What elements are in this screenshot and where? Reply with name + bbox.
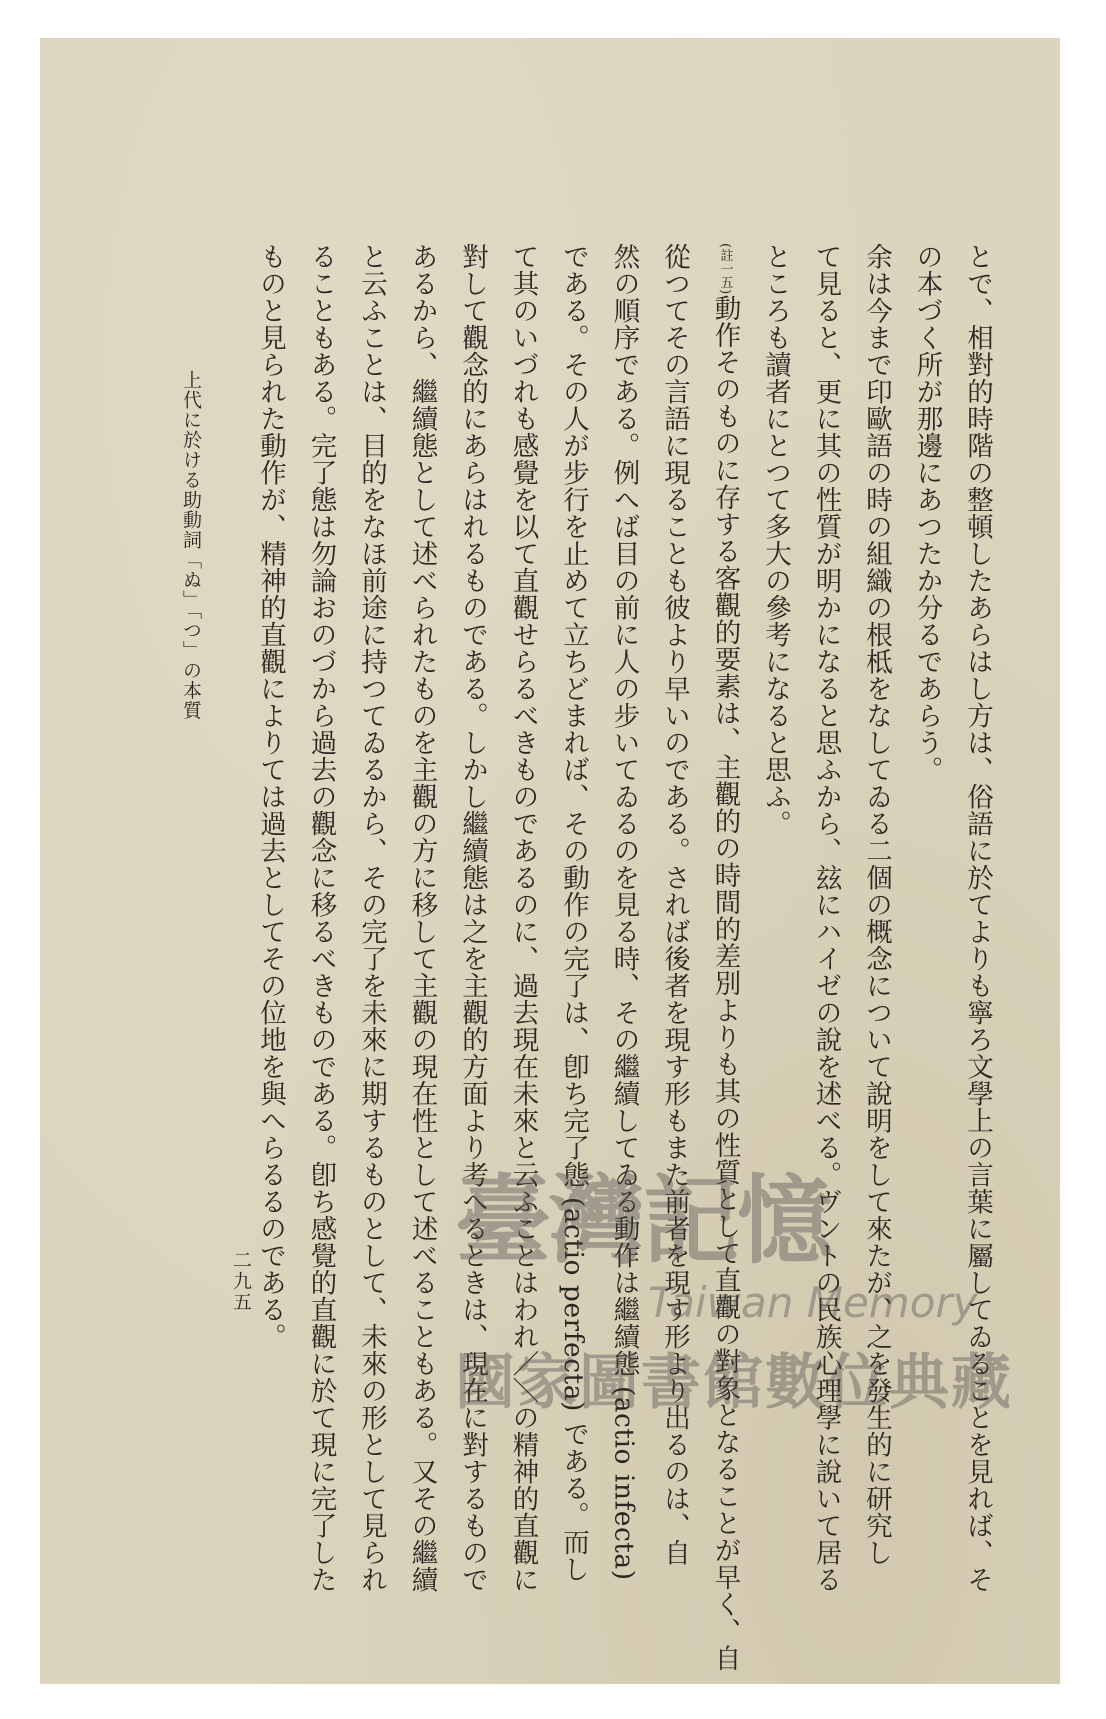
watermark-subtitle: Taiwan Memory	[648, 1278, 978, 1327]
text-column: ることもある。完了態は勿論おのづから過去の觀念に移るべきものである。卽ち感覺的直觀に於て現に完了した	[305, 243, 337, 1593]
text-column: て其のいづれも感覺を以て直觀せらるべきものであるのに、過去現在未來と云ふことはわれ／＼の精神的直觀に	[507, 243, 539, 1593]
text-column: ものと見られた動作が、精神的直觀によりては過去としてその位地を與へらるるのである。	[255, 243, 286, 1350]
text-column: て見ると、更に其の性質が明かになると思ふから、玆にハイゼの說を述べる。ヴントの民族心理學に說いて居る	[810, 243, 842, 1593]
note-mark: (註一五)	[717, 243, 733, 295]
text-column: 從つてその言語に現ることも彼より早いのである。されば後者を現す形もまた前者を現す形より出るのは、自	[659, 243, 690, 1566]
text-column: である。その人が步行を止めて立ちどまれば、その動作の完了は、卽ち完了態 (actio perfecta) である。而し	[558, 243, 589, 1583]
text-column: あるから、繼續態として述べられたものを主觀の方に移して主觀の現在性として述べることもある。又その繼續	[406, 243, 438, 1593]
text-column: ところも讀者にとつて多大の參考になると思ふ。	[760, 243, 791, 837]
text-column: とで、相對的時階の整頓したあらはし方は、俗語に於てよりも寧ろ文學上の言葉に屬してゐることを見れば、そ	[962, 243, 993, 1593]
running-head: 上代に於ける助動詞「ぬ」「つ」の本質	[180, 370, 202, 721]
text-column: の本づく所が那邊にあつたか分るであらう。	[911, 243, 943, 783]
scanned-page	[40, 38, 1060, 1684]
text-column: 余は今まで印歐語の時の組織の根柢をなしてゐる二個の概念について說明をして來たが、之を發生的に研究し	[861, 243, 892, 1566]
text-column: 然の順序である。例へば目の前に人の步いてゐるのを見る時、その繼續してゐる動作は繼續態 (actio infecta)	[608, 243, 640, 1581]
text-column: と云ふことは、目的をなほ前途に持つてゐるから、その完了を未來に期するものとして、未來の形として見られ	[356, 243, 387, 1593]
text-column-with-note	[699, 243, 750, 1672]
page-number: 二九五	[230, 1250, 252, 1313]
text-column: 對して觀念的にあらはれるものである。しかし繼續態は之を主觀的方面より考へるときは、現在に對するもので	[457, 243, 488, 1593]
watermark-caption: 國家圖書館數位典藏	[455, 1348, 1013, 1418]
watermark-title: 臺灣記憶	[455, 1165, 831, 1277]
text-column: 動作そのものに存する客觀的要素は、主觀的の時間的差別よりも其の性質として直觀の對象となることが早く、自	[709, 294, 741, 1672]
